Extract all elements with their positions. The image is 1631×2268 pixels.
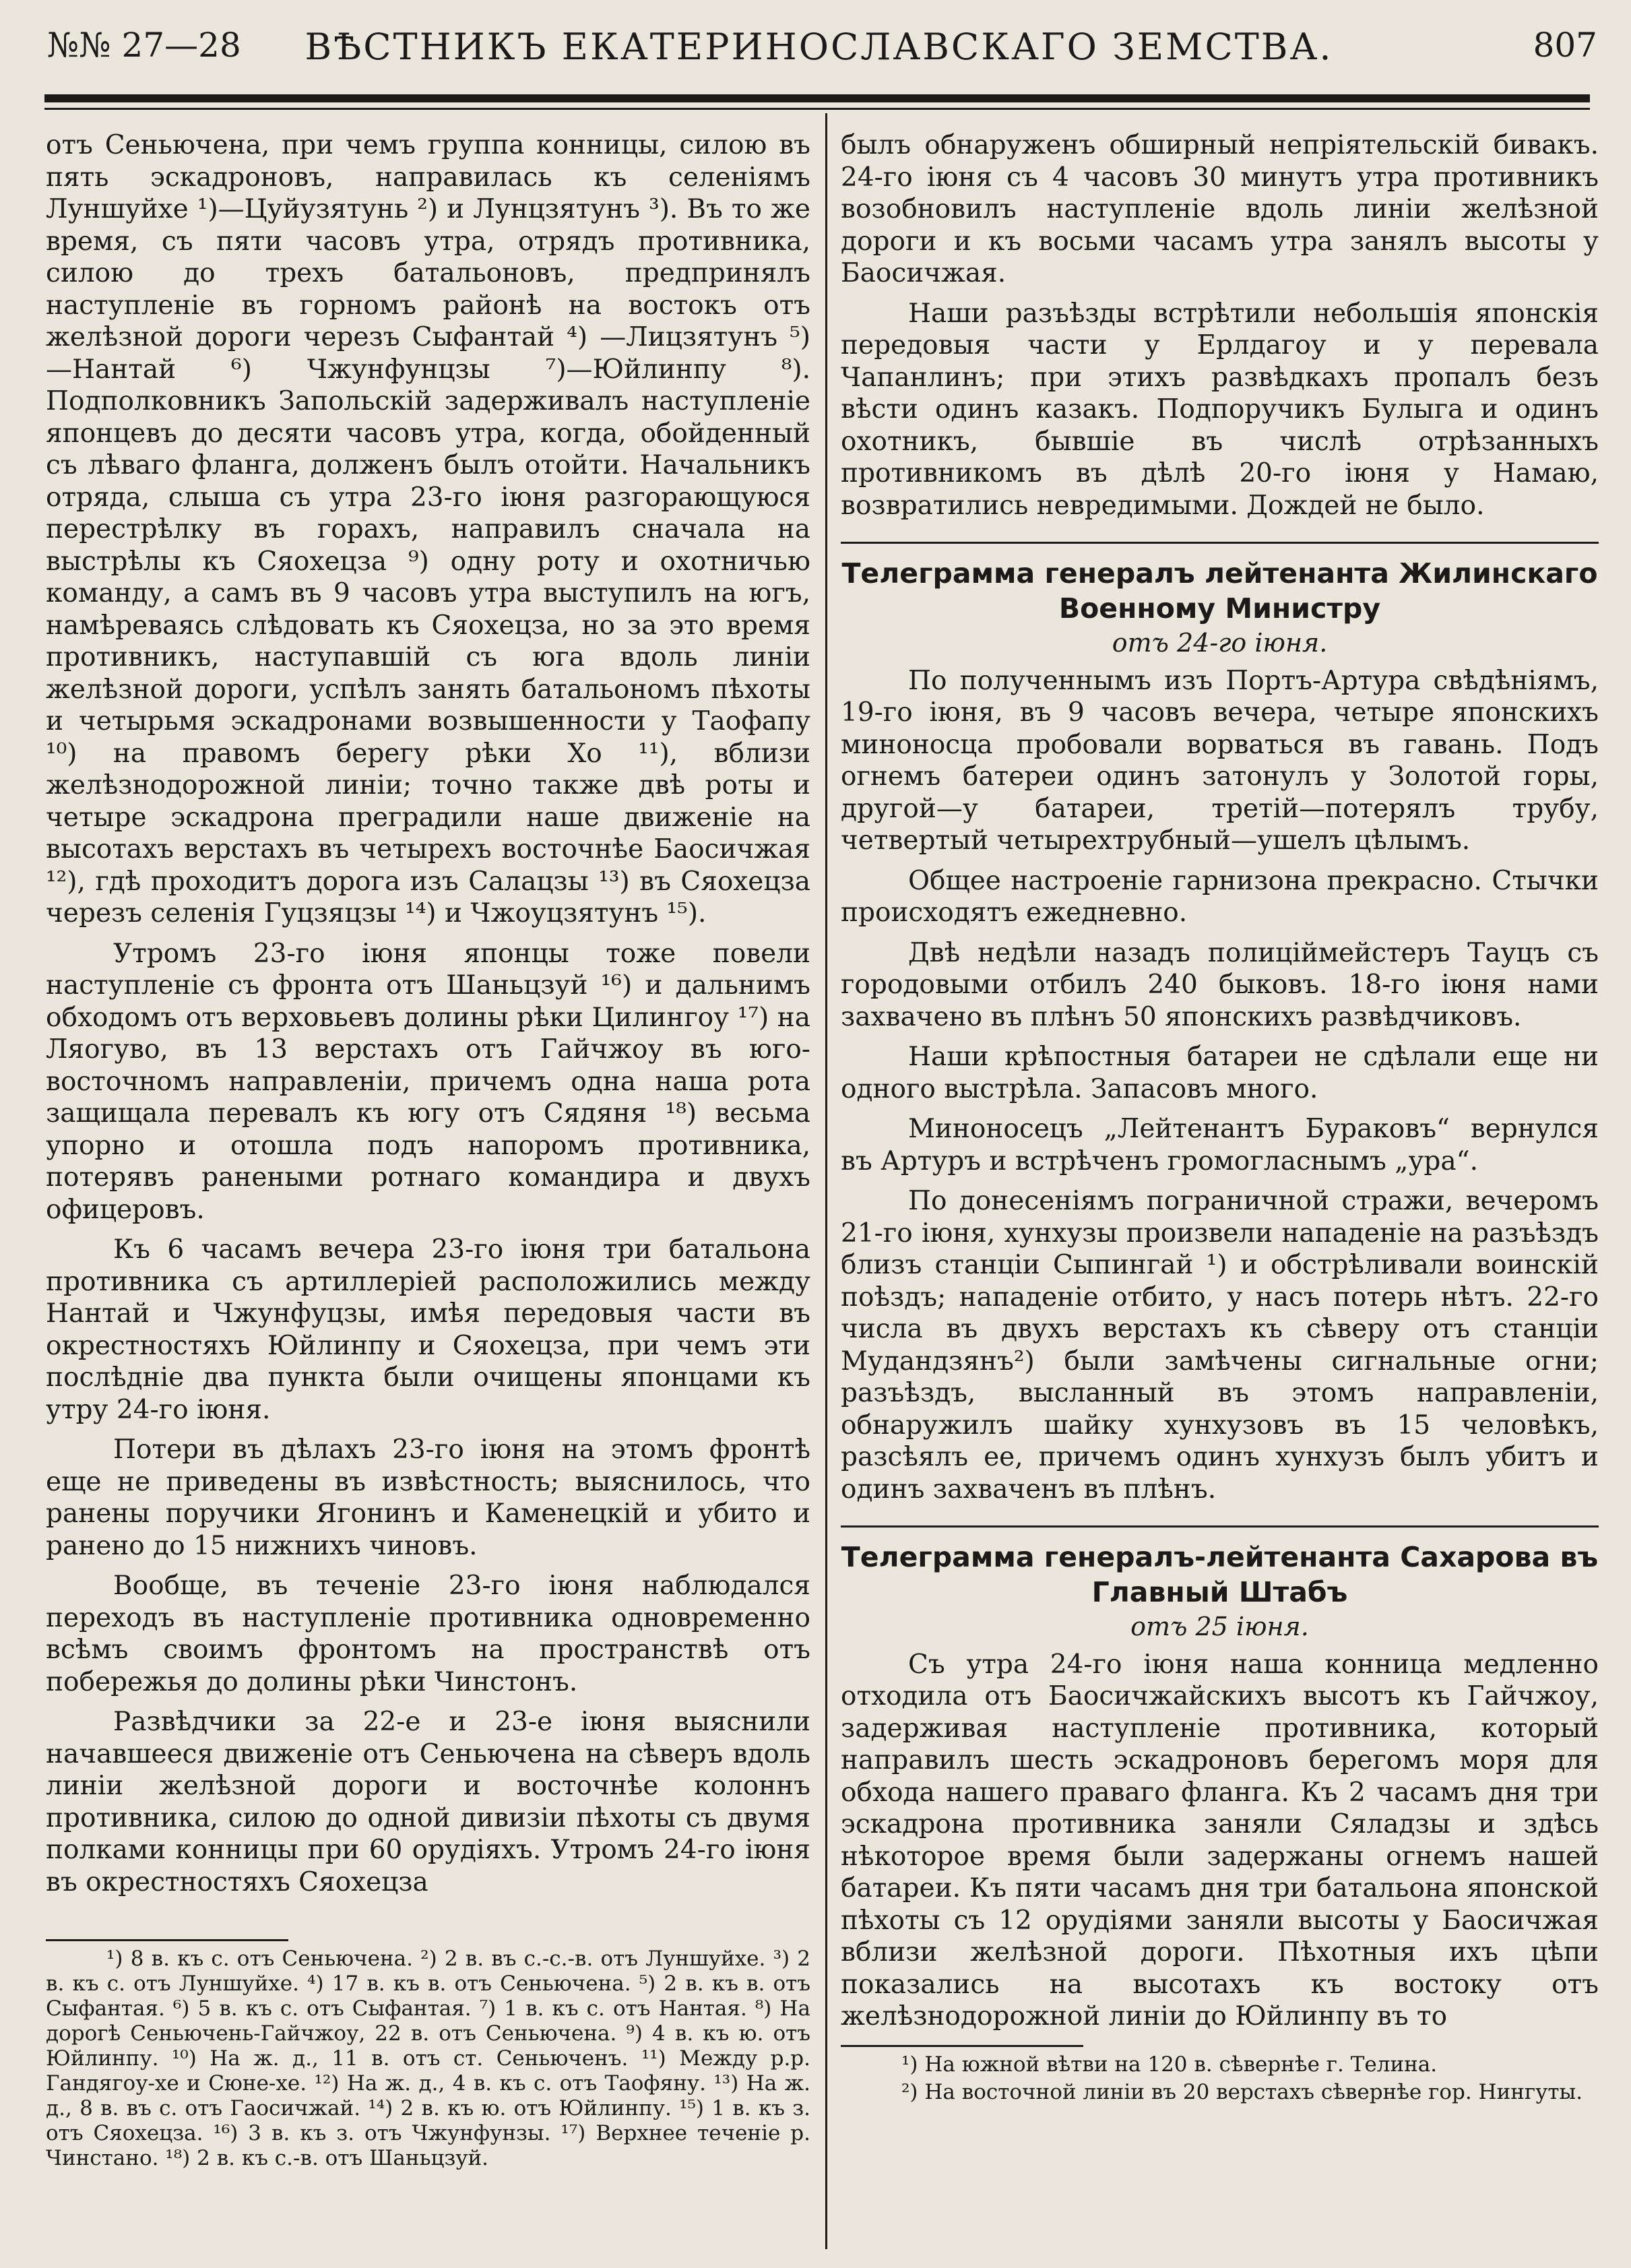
footnote-rule [841,2045,1083,2047]
section-rule [841,542,1599,544]
paragraph: Потери въ дѣлахъ 23-го іюня на этомъ фронтѣ еще не приведены въ извѣстность; выяснилось, что ранены поручики Ягонинъ и Каменецкій и убито и ранено до 15 нижнихъ чиновъ. [46,1435,810,1561]
paragraph: Миноносецъ „Лейтенантъ Бураковъ“ вернулся въ Артуръ и встрѣченъ громогласнымъ „ура“. [841,1114,1599,1176]
telegram-date: отъ 25 іюня. [1130,1612,1309,1641]
page-header [40,20,1597,88]
paragraph: Къ 6 часамъ вечера 23-го іюня три батальона противника съ артиллеріей расположились между Нантай и Чжунфуцзы, имѣя передовыя части въ окрестностяхъ Юйлинпу и Сяохецза, при чемъ эти послѣдніе два пункта были очищены японцами къ утру 24-го іюня. [46,1234,810,1425]
footnote-text: ¹) На южной вѣтви на 120 в. сѣвернѣе г. Телина. [901,2052,1438,2077]
left-column [46,129,810,1922]
paragraph: Наши разъѣзды встрѣтили небольшія японскія передовыя части у Ерлдагоу и у перевала Чапанлинъ; при этихъ развѣдкахъ пропалъ безъ вѣсти одинъ казакъ. Подпоручикъ Булыга и одинъ охотникъ, бывшіе въ числѣ отрѣзанныхъ противникомъ въ дѣлѣ 20-го іюня у Намаю, возвратились невредимыми. Дождей не было. [841,298,1599,521]
section-rule [841,1525,1599,1527]
paragraph: По донесеніямъ пограничной стражи, вечеромъ 21-го іюня, хунхузы произвели нападеніе на разъѣздъ близъ станціи Сыпингай ¹) и обстрѣливали воинскій поѣздъ; нападеніе отбито, у насъ потерь нѣтъ. 22-го числа въ двухъ верстахъ къ сѣверу отъ станціи Мудандзянъ²) были замѣчены сигнальные огни; разъѣздъ, высланный въ этомъ направленіи, обнаружилъ шайку хунхузовъ въ 15 человѣкъ, разсѣялъ ее, причемъ одинъ хунхузъ былъ убитъ и одинъ захваченъ въ плѣнъ. [841,1186,1599,1505]
issue-number: №№ 27—28 [47,26,241,65]
paragraph: Вообще, въ теченіе 23-го іюня наблюдался переходъ въ наступленіе противника одновременно всѣмъ своимъ фронтомъ на пространствѣ отъ побережья до долины рѣки Чинстонъ. [46,1571,810,1697]
paragraph: Двѣ недѣли назадъ полиціймейстеръ Тауцъ съ городовыми отбилъ 240 быковъ. 18-го іюня нами захвачено въ плѣнъ 50 японскихъ развѣдчиковъ. [841,937,1599,1032]
paragraph: отъ Сеньючена, при чемъ группа конницы, силою въ пять эскадроновъ, направилась къ селеніямъ Луншуйхе ¹)—Цуйузятунь ²) и Лунцзятунъ ³). Въ то же время, съ пяти часовъ утра, отрядъ противника, силою до трехъ батальоновъ, предпринялъ наступленіе въ горномъ районѣ на востокъ отъ желѣзной дороги черезъ Сыфантай ⁴) —Лицзятунъ ⁵)—Нантай ⁶) Чжунфунцзы ⁷)—Юйлинпу ⁸). Подполковникъ Запольскій задерживалъ наступленіе японцевъ до десяти часовъ утра, когда, обойденный съ лѣваго фланга, долженъ былъ отойти. Начальникъ отряда, слыша съ утра 23-го іюня разгорающуюся перестрѣлку въ горахъ, направилъ сначала на выстрѣлы къ Сяохецза ⁹) одну роту и охотничью команду, а самъ въ 9 часовъ утра выступилъ на югъ, намѣреваясь слѣдовать къ Сяохецза, но за это время противникъ, наступавшій съ юга вдоль линіи желѣзной дороги, успѣлъ занять батальономъ пѣхоты и четырьмя эскадронами возвышенности у Таофапу ¹⁰) на правомъ берегу рѣки Хо ¹¹), вблизи желѣзнодорожной линіи; точно также двѣ роты и четыре эскадрона преградили наше движеніе на высотахъ верстахъ въ четырехъ восточнѣе Баосичжая ¹²), гдѣ проходитъ дорога изъ Салацзы ¹³) въ Сяохецза черезъ селенія Гуцзяцзы ¹⁴) и Чжоуцзятунъ ¹⁵). [46,130,810,928]
paragraph: Съ утра 24-го іюня наша конница медленно отходила отъ Баосичжайскихъ высотъ къ Гайчжоу, задерживая наступленіе противника, который направилъ шесть эскадроновъ берегомъ моря для обхода нашего праваго фланга. Къ 2 часамъ дня три эскадрона противника заняли Сяладзы и здѣсь нѣкоторое время были задержаны огнемъ нашей батареи. Къ пяти часамъ дня три батальона японской пѣхоты съ 12 орудіями заняли высоты у Баосичжая вблизи желѣзной дороги. Пѣхотныя ихъ цѣпи показались на высотахъ къ востоку отъ желѣзнодорожной линіи до Юйлинпу въ то [841,1649,1599,2031]
footnote-rule [46,1939,288,1941]
header-rule-thick [44,94,1590,102]
header-rule-thin [44,108,1590,110]
telegram-title: Телеграмма генералъ лейтенанта Жилинскаго Военному Министру [841,557,1598,625]
column-divider [825,113,827,2249]
paragraph: Утромъ 23-го іюня японцы тоже повели наступленіе съ фронта отъ Шаньцзуй ¹⁶) и дальнимъ обходомъ отъ верховьевъ долины рѣки Цилингоу ¹⁷) на Ляогуво, въ 13 верстахъ отъ Гайчжоу въ юго-восточномъ направленіи, причемъ одна наша рота защищала перевалъ къ югу отъ Сядяня ¹⁸) весьма упорно и отошла подъ напоромъ противника, потерявъ ранеными ротнаго командира и двухъ офицеровъ. [46,938,810,1225]
paragraph: былъ обнаруженъ обширный непріятельскій бивакъ. 24-го іюня съ 4 часовъ 30 минутъ утра противникъ возобновилъ наступленіе вдоль линіи желѣзной дороги и къ восьми часамъ утра занялъ высоты у Баосичжая. [841,130,1599,288]
paragraph: Развѣдчики за 22-е и 23-е іюня выяснили начавшееся движеніе отъ Сеньючена на сѣверъ вдоль линіи желѣзной дороги и восточнѣе колоннъ противника, силою до одной дивизіи пѣхоты съ двумя полками конницы при 60 орудіяхъ. Утромъ 24-го іюня въ окрестностяхъ Сяохецза [46,1707,810,1897]
right-column [841,129,1599,2252]
telegram-date: отъ 24-го іюня. [1112,628,1328,658]
footnote-text: ²) На восточной линіи въ 20 верстахъ сѣвернѣе гор. Нингуты. [901,2079,1583,2104]
paragraph: По полученнымъ изъ Портъ-Артура свѣдѣніямъ, 19-го іюня, въ 9 часовъ вечера, четыре японскихъ миноносца пробовали ворваться въ гавань. Подъ огнемъ батереи одинъ затонулъ у Золотой горы, другой—у батареи, третій—потерялъ трубу, четвертый четырехтрубный—ушелъ цѣлымъ. [841,665,1599,856]
footnote-text: ¹) 8 в. къ с. отъ Сеньючена. ²) 2 в. въ с.-с.-в. отъ Луншуйхе. ³) 2 в. къ с. отъ Луншуйхе. ⁴) 17 в. къ в. отъ Сеньючена. ⁵) 2 в. къ в. отъ Сыфантая. ⁶) 5 в. къ с. отъ Сыфантая. ⁷) 1 в. къ с. отъ Нантая. ⁸) На дорогѣ Сеньючень-Гайчжоу, 22 в. отъ Сеньючена. ⁹) 4 в. къ ю. отъ Юйлинпу. ¹⁰) На ж. д., 11 в. отъ ст. Сеньюченъ. ¹¹) Между р.р. Гандягоу-хе и Сюне-хе. ¹²) На ж. д., 4 в. къ с. отъ Таофяну. ¹³) На ж. д., 8 в. въ с. отъ Гаосичжай. ¹⁴) 2 в. къ ю. отъ Юйлинпу. ¹⁵) 1 в. къ з. отъ Сяохецза. ¹⁶) 3 в. къ з. отъ Чжунфунзы. ¹⁷) Верхнее теченіе р. Чинстано. ¹⁸) 2 в. къ с.-в. отъ Шаньцзуй. [46,1947,810,2170]
page-number: 807 [1533,26,1597,65]
left-footnotes [46,1927,810,2171]
telegram-title: Телеграмма генералъ-лейтенанта Сахарова въ Главный Штабъ [841,1541,1599,1608]
journal-title: ВѢСТНИКЪ ЕКАТЕРИНОСЛАВСКАГО ЗЕМСТВА. [305,26,1333,68]
paragraph: Наши крѣпостныя батареи не сдѣлали еще ни одного выстрѣла. Запасовъ много. [841,1042,1599,1104]
paragraph: Общее настроеніе гарнизона прекрасно. Стычки происходятъ ежедневно. [841,865,1599,928]
